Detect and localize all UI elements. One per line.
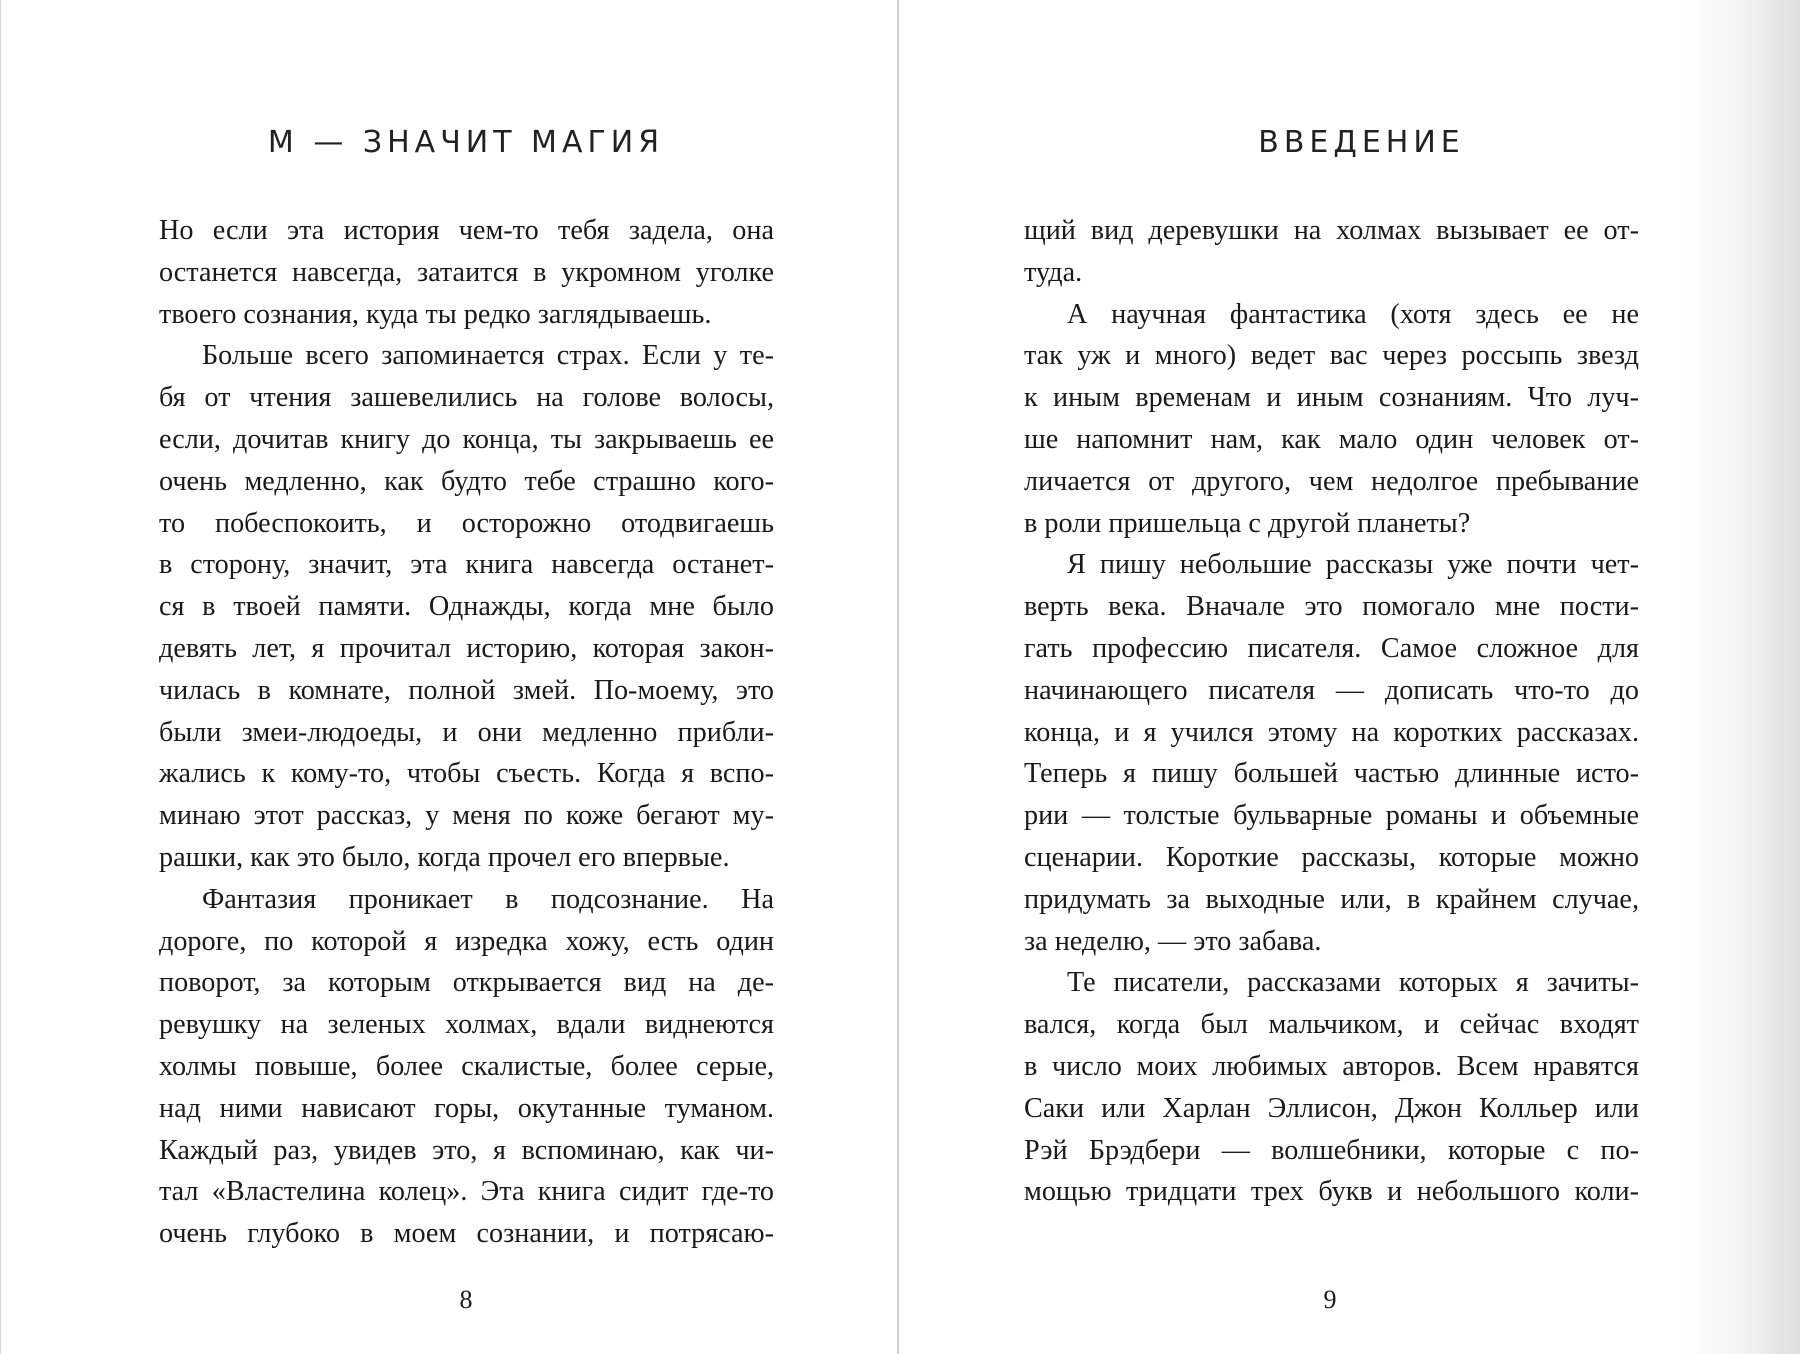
text-line: дороге, по которой я изредка хожу, есть один — [159, 925, 774, 957]
text-line: бя от чтения зашевелились на голове волосы, — [159, 382, 774, 414]
text-line: останется навсегда, затаится в укромном уголке — [159, 256, 774, 288]
text-line: начинающего писателя — дописать что-то до — [1024, 674, 1639, 706]
text-line: придумать за выходные или, в крайнем случае, — [1024, 883, 1639, 915]
text-line: рашки, как это было, когда прочел его впервые. — [159, 841, 730, 873]
text-line: Но если эта история чем-то тебя задела, она — [159, 215, 774, 246]
text-line: Саки или Харлан Эллисон, Джон Колльер или — [1024, 1092, 1639, 1124]
text-line: холмы повыше, более скалистые, более серые, — [159, 1050, 774, 1082]
text-line: мощью тридцати трех букв и небольшого коли- — [1024, 1176, 1639, 1208]
text-line: минаю этот рассказ, у меня по коже бегают му- — [159, 800, 774, 832]
text-line: щий вид деревушки на холмах вызывает ее от- — [1024, 215, 1639, 246]
page-edge-shadow — [1680, 0, 1800, 1354]
text-line: над ними нависают горы, окутанные туманом. — [159, 1092, 774, 1124]
text-line: тал «Властелина колец». Эта книга сидит где-то — [159, 1176, 774, 1208]
text-line: в сторону, значит, эта книга навсегда останет- — [159, 549, 774, 581]
text-line: так уж и много) ведет вас через россыпь звезд — [1024, 340, 1639, 372]
left-page[interactable] — [0, 0, 898, 1354]
text-line: к иным временам и иным сознаниям. Что луч- — [1024, 382, 1639, 414]
text-line: то побеспокоить, и осторожно отодвигаешь — [159, 507, 774, 539]
left-page-text — [159, 210, 774, 1255]
text-line: чилась в комнате, полной змей. По-моему, это — [159, 674, 774, 706]
text-line: в роли пришельца с другой планеты? — [1024, 507, 1471, 539]
text-line: конца, и я учился этому на коротких рассказах. — [1024, 716, 1639, 748]
text-line: ся в твоей памяти. Однажды, когда мне было — [159, 591, 774, 623]
text-line: Фантазия проникает в подсознание. На — [202, 883, 774, 915]
text-line: гать профессию писателя. Самое сложное для — [1024, 632, 1639, 664]
text-line: в число моих любимых авторов. Всем нравятся — [1024, 1050, 1639, 1082]
text-line: жались к кому-то, чтобы съесть. Когда я вспо- — [159, 758, 774, 790]
text-line: Больше всего запоминается страх. Если у те- — [202, 340, 774, 372]
right-page[interactable] — [899, 0, 1800, 1354]
text-line: Рэй Брэдбери — волшебники, которые с по- — [1024, 1134, 1639, 1166]
text-line: вался, когда был мальчиком, и сейчас входят — [1024, 1009, 1639, 1041]
text-line: Я пишу небольшие рассказы уже почти чет- — [1067, 549, 1639, 581]
text-line: сценарии. Короткие рассказы, которые можно — [1024, 841, 1639, 873]
right-page-text — [1024, 210, 1639, 1213]
page-number-right: 9 — [1323, 1285, 1337, 1314]
text-line: поворот, за которым открывается вид на де- — [159, 967, 774, 999]
running-head-left: М — ЗНАЧИТ МАГИЯ — [267, 125, 665, 160]
text-line: очень глубоко в моем сознании, и потрясаю- — [159, 1218, 774, 1250]
text-line: очень медленно, как будто тебе страшно кого- — [159, 465, 774, 497]
running-head-right: ВВЕДЕНИЕ — [1258, 125, 1465, 160]
page-number-left: 8 — [459, 1285, 473, 1314]
text-line: Теперь я пишу большей частью длинные исто- — [1024, 758, 1639, 790]
text-line: Каждый раз, увидев это, я вспоминаю, как чи- — [159, 1134, 774, 1166]
text-line: за неделю, — это забава. — [1024, 925, 1322, 957]
text-line: верть века. Вначале это помогало мне пости- — [1024, 591, 1639, 623]
text-line: были змеи-людоеды, и они медленно прибли- — [159, 716, 774, 748]
text-line: рии — толстые бульварные романы и объемные — [1024, 800, 1639, 832]
text-line: личается от другого, чем недолгое пребывание — [1024, 465, 1639, 497]
text-line: ревушку на зеленых холмах, вдали виднеются — [159, 1009, 774, 1041]
text-line: Те писатели, рассказами которых я зачиты- — [1067, 967, 1639, 999]
text-line: туда. — [1024, 256, 1083, 288]
text-line: если, дочитав книгу до конца, ты закрываешь ее — [159, 423, 774, 455]
text-line: А научная фантастика (хотя здесь ее не — [1067, 298, 1639, 330]
text-line: ше напомнит нам, как мало один человек от- — [1024, 423, 1639, 455]
text-line: твоего сознания, куда ты редко заглядываешь. — [159, 298, 712, 330]
text-line: девять лет, я прочитал историю, которая закон- — [159, 632, 774, 664]
